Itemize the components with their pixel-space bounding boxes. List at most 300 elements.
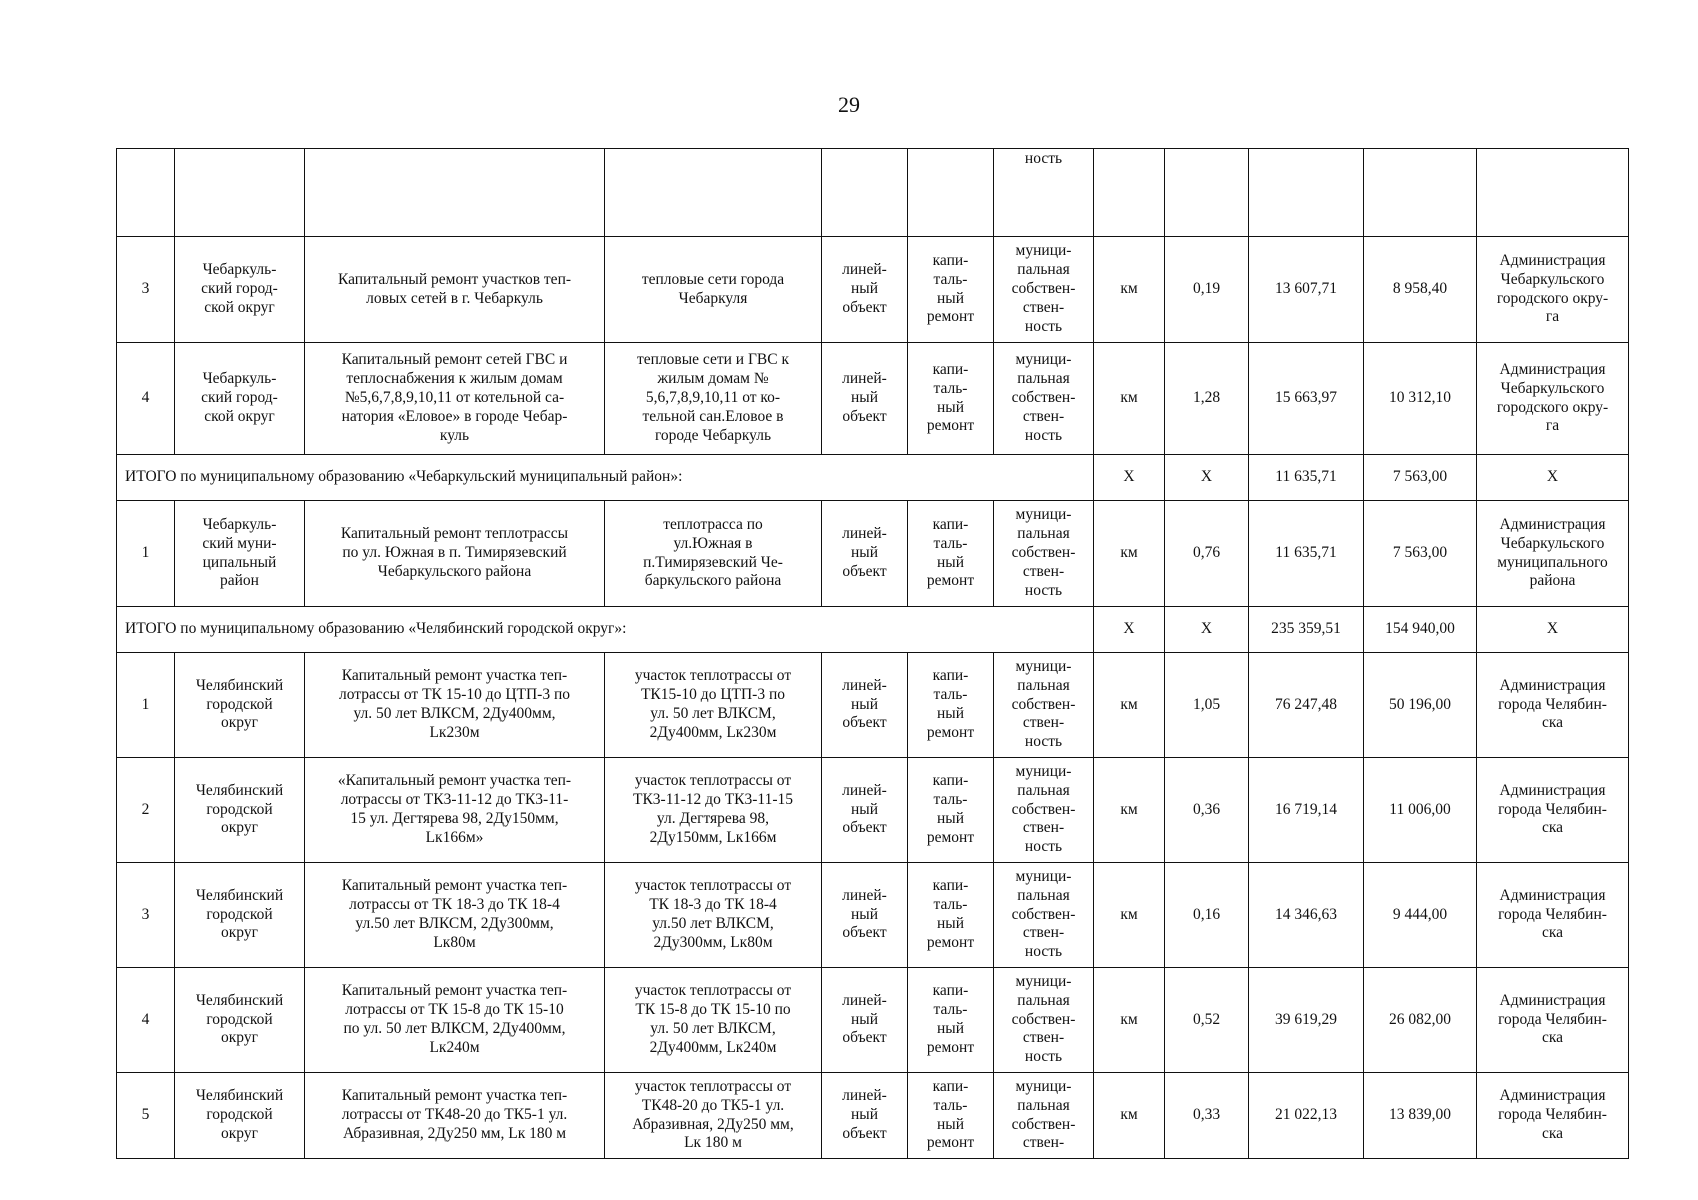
project-name-cell-line: лотрассы от ТК3-11-12 до ТК3-11- [340,791,569,809]
unit-cell: км [1094,501,1165,607]
municipality-cell [175,501,305,607]
ownership-cell-line: муници- [1015,506,1072,524]
customer-cell [1477,863,1629,968]
ownership-cell-line: ность [1024,838,1063,856]
length-cell: 0,16 [1165,863,1249,968]
customer-cell-line: ска [1541,924,1564,942]
ownership-cell-line: ствен- [1022,819,1065,837]
length-cell: 0,19 [1165,237,1249,343]
municipality-cell-line: округ [221,924,258,942]
municipality-cell-line: Чебаркуль- [202,515,277,533]
object-type-cell [822,237,908,343]
customer-cell-line: муниципального [1497,553,1608,571]
project-name-cell-line: Абразивная, 2Ду250 мм, Lк 180 м [342,1124,567,1142]
table-header-continuation [117,149,1629,237]
customer-cell-line: ска [1541,714,1564,732]
work-type-cell-line: ремонт [926,723,975,741]
object-cell [605,501,822,607]
object-cell-line: Lк 180 м [684,1134,742,1152]
project-name-cell-line: по ул. 50 лет ВЛКСМ, 2Ду400мм, [343,1020,566,1037]
object-type-cell [822,863,908,968]
subsidy-cell: 50 196,00 [1364,653,1477,758]
work-type-cell-line: капи- [932,251,969,269]
table-row [117,501,1629,607]
project-name-cell-line: №5,6,7,8,9,10,11 от котельной са- [344,389,565,407]
subsidy-cell: 8 958,40 [1364,237,1477,343]
project-name-cell-line: ул. 50 лет ВЛКСМ, 2Ду400мм, [353,705,556,722]
ownership-cell-line: ствен- [1022,298,1065,316]
work-type-cell-line: ный [936,915,964,932]
work-type-cell-line: ный [936,1115,964,1133]
municipality-cell-line: городской [206,800,273,818]
row-number: 3 [117,863,175,968]
total-cost-cell: 76 247,48 [1249,653,1364,758]
work-type-cell-line: ремонт [926,308,975,326]
object-cell-line: 2Ду400мм, Lк240м [649,1038,777,1056]
length-cell: 0,33 [1165,1073,1249,1159]
object-cell [605,237,822,343]
project-name-cell-line: Капитальный ремонт участка теп- [341,667,568,685]
total-cost-cell: 15 663,97 [1249,343,1364,455]
object-type-cell-line: ный [850,695,878,713]
total-cost-cell: 16 719,14 [1249,758,1364,863]
subsidy-cell: 9 444,00 [1364,863,1477,968]
object-type-cell-line: объект [842,714,887,732]
project-name-cell-line: Lк240м [429,1038,480,1056]
customer-cell-line: ска [1541,1029,1564,1047]
project-name-cell [305,343,605,455]
table-row [117,1073,1629,1159]
object-type-cell-line: ный [850,1010,878,1028]
object-cell-line: ТК3-11-12 до ТК3-11-15 [633,791,793,809]
object-type-cell-line: ный [850,800,878,818]
work-type-cell [908,758,994,863]
object-cell [605,968,822,1073]
customer-cell-line: Администрация [1499,360,1606,378]
total-label: ИТОГО по муниципальному образованию «Чебаркульский муниципальный район»: [117,455,1094,501]
customer-cell-line: города Челябин- [1498,800,1607,818]
work-type-cell-line: ремонт [926,572,975,590]
project-name-cell-line: ул.50 лет ВЛКСМ, 2Ду300мм, [355,915,554,932]
unit-cell: км [1094,968,1165,1073]
ownership-cell-line: муници- [1015,351,1072,369]
ownership-cell [994,968,1094,1073]
ownership-cell-line: собствен- [1011,695,1076,713]
total-x-length: Х [1165,455,1249,501]
object-cell-line: ул. Дегтярева 98, [656,810,770,827]
work-type-cell-line: капи- [932,982,969,1000]
work-type-cell-line: ный [936,705,964,722]
work-type-cell-line: ный [936,289,964,307]
ownership-cell-line: ствен- [1022,714,1065,732]
municipality-cell-line: округ [221,1124,258,1142]
work-type-cell-line: таль- [933,1001,968,1019]
object-type-cell-line: линей- [842,991,887,1009]
municipality-cell-line: Челябинский [195,781,284,799]
work-type-cell-line: ный [936,398,964,416]
ownership-cell-line: ность [1024,733,1063,751]
object-type-cell-line: ный [850,389,878,407]
ownership-cell-line: собствен- [1011,1010,1076,1028]
object-cell-line: Чебаркуля [678,289,748,307]
object-cell-line: участок теплотрассы от [634,667,792,685]
municipality-cell-line: Челябинский [195,1087,284,1105]
total-cost: 235 359,51 [1249,607,1364,653]
ownership-cell [994,758,1094,863]
project-name-cell-line: Lк166м» [425,828,484,846]
project-name-cell-line: «Капитальный ремонт участка теп- [337,772,572,790]
work-type-cell-line: капи- [932,360,969,378]
total-cost-cell: 39 619,29 [1249,968,1364,1073]
total-cost: 11 635,71 [1249,455,1364,501]
object-type-cell-line: объект [842,1029,887,1047]
ownership-cell-line: ствен- [1022,924,1065,942]
customer-cell-line: городского окру- [1496,398,1609,416]
customer-cell-line: Администрация [1499,886,1606,904]
work-type-cell-line: ремонт [926,1038,975,1056]
ownership-cell-line: муници- [1015,657,1072,675]
municipality-cell [175,758,305,863]
subsidy-cell: 13 839,00 [1364,1073,1477,1159]
object-type-cell-line: ный [850,544,878,562]
ownership-cell [994,501,1094,607]
municipality-cell [175,863,305,968]
project-name-cell-line: Lк230м [429,723,480,741]
work-type-cell-line: ремонт [926,933,975,951]
municipality-cell [175,237,305,343]
object-type-cell-line: объект [842,407,887,425]
unit-cell: км [1094,343,1165,455]
unit-cell: км [1094,237,1165,343]
object-cell-line: ул. 50 лет ВЛКСМ, [650,705,776,722]
total-cost-cell: 13 607,71 [1249,237,1364,343]
work-type-cell-line: капи- [932,877,969,895]
object-type-cell [822,968,908,1073]
total-x-length: Х [1165,607,1249,653]
object-type-cell [822,343,908,455]
row-number: 1 [117,501,175,607]
municipality-cell-line: ский муни- [202,534,277,552]
object-type-cell-line: линей- [842,525,887,543]
ownership-cell-line: муници- [1015,972,1072,990]
municipality-cell [175,1073,305,1159]
object-cell-line: ТК 15-8 до ТК 15-10 по [635,1001,791,1019]
work-type-cell-line: капи- [932,772,969,790]
project-name-cell-line: Капитальный ремонт теплотрассы [340,525,569,543]
municipality-cell-line: ский город- [201,389,278,407]
table-row [117,758,1629,863]
municipality-cell-line: Челябинский [195,886,284,904]
municipality-cell-line: городской [206,1010,273,1028]
customer-cell-line: Администрация [1499,781,1606,799]
work-type-cell-line: таль- [933,534,968,552]
object-cell [605,653,822,758]
project-name-cell-line: Капитальный ремонт участка теп- [341,877,568,895]
object-type-cell [822,1073,908,1159]
total-cost-cell: 21 022,13 [1249,1073,1364,1159]
customer-cell-line: города Челябин- [1498,905,1607,923]
ownership-cell-line: муници- [1015,1077,1072,1095]
program-table [116,148,1629,1159]
project-name-cell [305,863,605,968]
ownership-cell-line: ность [1024,317,1063,335]
object-cell-line: участок теплотрассы от [634,982,792,1000]
work-type-cell [908,237,994,343]
project-name-cell-line: куль [439,426,470,444]
work-type-cell-line: таль- [933,686,968,704]
object-type-cell-line: ный [850,280,878,298]
project-name-cell [305,1073,605,1159]
work-type-cell-line: ный [936,1020,964,1037]
ownership-cell-line: пальная [1017,261,1070,279]
object-cell-line: участок теплотрассы от [634,1077,792,1095]
object-cell-line: теплотрасса по [663,515,763,533]
ownership-cell [994,237,1094,343]
total-row [117,607,1629,653]
work-type-cell-line: ный [936,553,964,571]
project-name-cell-line: Капитальный ремонт сетей ГВС и [341,351,568,369]
work-type-cell-line: таль- [933,1096,968,1114]
ownership-cell-line: ствен- [1022,1029,1065,1047]
work-type-cell-line: капи- [932,515,969,533]
total-row [117,455,1629,501]
municipality-cell-line: округ [221,714,258,732]
object-cell-line: тельной сан.Еловое в [642,407,784,425]
total-x-unit: Х [1094,455,1165,501]
object-type-cell-line: объект [842,562,887,580]
municipality-cell-line: ципальный [202,553,277,571]
project-name-cell-line: по ул. Южная в п. Тимирязевский [342,544,567,562]
ownership-cell-line: пальная [1017,370,1070,388]
object-cell-line: Абразивная, 2Ду250 мм, [632,1115,794,1133]
ownership-cell-line: ность [1024,426,1063,444]
ownership-cell-line: собствен- [1011,800,1076,818]
total-subsidy: 154 940,00 [1364,607,1477,653]
customer-cell-line: Администрация [1499,991,1606,1009]
ownership-cell-line: ность [1024,1048,1063,1066]
unit-cell: км [1094,1073,1165,1159]
subsidy-cell: 26 082,00 [1364,968,1477,1073]
work-type-cell-line: таль- [933,791,968,809]
total-subsidy: 7 563,00 [1364,455,1477,501]
ownership-header-tail: ность [994,149,1094,237]
project-name-cell-line: Капитальный ремонт участков теп- [337,270,572,288]
work-type-cell [908,1073,994,1159]
municipality-cell-line: Челябинский [195,991,284,1009]
length-cell: 0,52 [1165,968,1249,1073]
object-cell-line: участок теплотрассы от [634,772,792,790]
municipality-cell-line: Чебаркуль- [202,370,277,388]
customer-cell-line: городского окру- [1496,289,1609,307]
object-type-cell-line: объект [842,1124,887,1142]
customer-cell-line: Чебаркульского [1500,270,1605,288]
object-type-cell-line: линей- [842,886,887,904]
object-cell-line: жилым домам № [657,370,769,388]
ownership-cell-line: собствен- [1011,389,1076,407]
object-cell-line: ТК 18-3 до ТК 18-4 [649,896,777,914]
customer-cell-line: района [1529,572,1576,590]
ownership-cell-line: ность [1024,581,1063,599]
ownership-cell-line: пальная [1017,525,1070,543]
total-cost-cell: 11 635,71 [1249,501,1364,607]
work-type-cell [908,501,994,607]
object-type-cell [822,501,908,607]
ownership-cell-line: ствен- [1022,407,1065,425]
unit-cell: км [1094,863,1165,968]
customer-cell-line: города Челябин- [1498,695,1607,713]
customer-cell-line: га [1545,308,1560,326]
project-name-cell-line: Капитальный ремонт участка теп- [341,982,568,1000]
subsidy-cell: 7 563,00 [1364,501,1477,607]
work-type-cell-line: капи- [932,667,969,685]
project-name-cell [305,968,605,1073]
ownership-cell [994,1073,1094,1159]
ownership-cell-line: пальная [1017,676,1070,694]
municipality-cell-line: ской округ [204,407,275,425]
project-name-cell-line: натория «Еловое» в городе Чебар- [341,407,568,425]
customer-cell-line: Администрация [1499,515,1606,533]
object-cell-line: тепловые сети города [641,270,785,288]
project-name-cell-line: теплоснабжения к жилым домам [346,370,563,388]
municipality-cell [175,343,305,455]
object-cell-line: участок теплотрассы от [634,877,792,895]
object-cell-line: 2Ду300мм, Lк80м [653,933,773,951]
ownership-cell [994,863,1094,968]
object-cell-line: п.Тимирязевский Че- [643,553,783,571]
work-type-cell [908,968,994,1073]
ownership-cell-line: пальная [1017,781,1070,799]
table-row [117,653,1629,758]
object-type-cell-line: ный [850,905,878,923]
table-row [117,237,1629,343]
object-type-cell [822,758,908,863]
object-cell-line: ул. 50 лет ВЛКСМ, [650,1020,776,1037]
row-number: 5 [117,1073,175,1159]
customer-cell [1477,968,1629,1073]
row-number: 2 [117,758,175,863]
length-cell: 1,28 [1165,343,1249,455]
object-type-cell-line: линей- [842,781,887,799]
total-x-customer: Х [1477,607,1629,653]
customer-cell [1477,343,1629,455]
municipality-cell-line: округ [221,819,258,837]
object-cell-line: ул.50 лет ВЛКСМ, [652,915,774,932]
ownership-cell-line: муници- [1015,762,1072,780]
project-name-cell-line: 15 ул. Дегтярева 98, 2Ду150мм, [350,810,559,827]
object-cell [605,343,822,455]
row-number: 3 [117,237,175,343]
length-cell: 0,36 [1165,758,1249,863]
ownership-cell [994,343,1094,455]
customer-cell [1477,1073,1629,1159]
table-row [117,863,1629,968]
table-row [117,968,1629,1073]
object-type-cell-line: объект [842,924,887,942]
object-cell-line: тепловые сети и ГВС к [636,351,790,369]
project-name-cell-line: лотрассы от ТК48-20 до ТК5-1 ул. [341,1106,568,1124]
object-type-cell [822,653,908,758]
ownership-cell-line: пальная [1017,1096,1070,1114]
unit-cell: км [1094,653,1165,758]
object-type-cell-line: линей- [842,261,887,279]
ownership-cell-line: ствен- [1022,562,1065,580]
customer-cell [1477,758,1629,863]
object-cell [605,1073,822,1159]
customer-cell [1477,501,1629,607]
ownership-cell-line: собствен- [1011,1115,1076,1133]
project-name-cell [305,653,605,758]
length-cell: 1,05 [1165,653,1249,758]
work-type-cell [908,863,994,968]
municipality-cell-line: городской [206,1106,273,1124]
ownership-cell-line: ность [1024,943,1063,961]
project-name-cell [305,501,605,607]
subsidy-cell: 10 312,10 [1364,343,1477,455]
object-cell-line: 2Ду400мм, Lк230м [649,723,777,741]
work-type-cell-line: ремонт [926,417,975,435]
object-cell-line: 2Ду150мм, Lк166м [649,828,777,846]
work-type-cell-line: таль- [933,896,968,914]
ownership-cell-line: собствен- [1011,280,1076,298]
total-x-customer: Х [1477,455,1629,501]
municipality-cell-line: ской округ [204,298,275,316]
project-name-cell-line: лотрассы от ТК 18-3 до ТК 18-4 [349,896,560,914]
project-name-cell-line: лотрассы от ТК 15-8 до ТК 15-10 [345,1001,564,1019]
customer-cell-line: ска [1541,819,1564,837]
ownership-cell-line: ствен- [1022,1134,1065,1152]
municipality-cell-line: городской [206,905,273,923]
work-type-cell-line: ремонт [926,828,975,846]
ownership-cell [994,653,1094,758]
municipality-cell-line: район [220,572,259,590]
object-type-cell-line: объект [842,819,887,837]
object-cell-line: 5,6,7,8,9,10,11 от ко- [645,389,781,407]
project-name-cell-line: ловых сетей в г. Чебаркуль [366,289,543,307]
project-name-cell-line: Lк80м [433,933,476,951]
customer-cell-line: Администрация [1499,251,1606,269]
object-type-cell-line: линей- [842,370,887,388]
object-cell [605,863,822,968]
total-label: ИТОГО по муниципальному образованию «Челябинский городской округ»: [117,607,1094,653]
municipality-cell-line: ский город- [201,280,278,298]
project-name-cell [305,237,605,343]
object-cell-line: городе Чебаркуль [654,426,772,444]
table-row [117,343,1629,455]
work-type-cell-line: ремонт [926,1134,975,1152]
customer-cell-line: га [1545,417,1560,435]
object-cell-line: ул.Южная в [673,534,753,552]
row-number: 4 [117,968,175,1073]
object-cell-line: ТК15-10 до ЦТП-3 по [640,686,786,704]
work-type-cell [908,653,994,758]
total-x-unit: Х [1094,607,1165,653]
object-type-cell-line: объект [842,298,887,316]
project-name-cell-line: лотрассы от ТК 15-10 до ЦТП-3 по [338,686,571,704]
customer-cell [1477,237,1629,343]
work-type-cell-line: таль- [933,270,968,288]
object-cell [605,758,822,863]
total-cost-cell: 14 346,63 [1249,863,1364,968]
work-type-cell [908,343,994,455]
customer-cell-line: Чебаркульского [1500,379,1605,397]
project-name-cell-line: Капитальный ремонт участка теп- [341,1087,568,1105]
row-number: 4 [117,343,175,455]
municipality-cell-line: Чебаркуль- [202,261,277,279]
object-cell-line: баркульского района [644,572,782,590]
customer-cell-line: Администрация [1499,1087,1606,1105]
customer-cell-line: города Челябин- [1498,1010,1607,1028]
ownership-cell-line: пальная [1017,991,1070,1009]
